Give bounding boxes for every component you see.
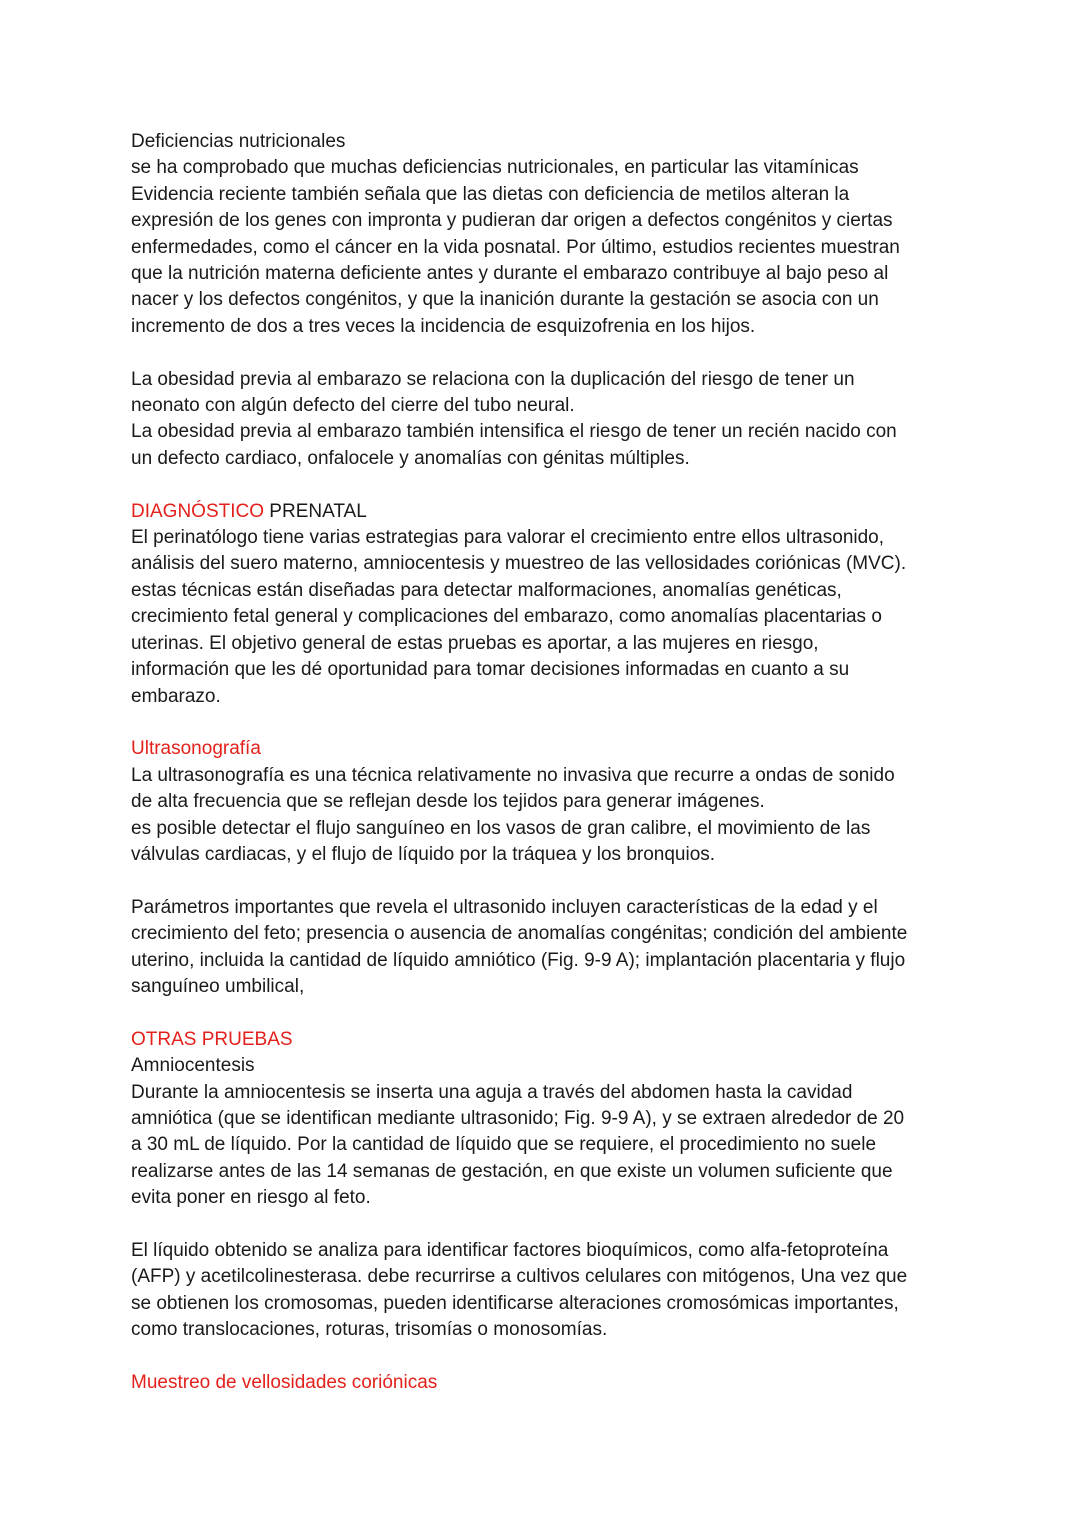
paragraph-line: información que les dé oportunidad para tomar decisiones informadas en cuanto a su xyxy=(131,659,850,681)
paragraph-line: uterinas. El objetivo general de estas pruebas es aportar, a las mujeres en riesgo, xyxy=(131,632,819,654)
paragraph-line: expresión de los genes con impronta y pudieran dar origen a defectos congénitos y ciertas xyxy=(131,210,893,232)
heading-deficiencias-nutricionales: Deficiencias nutricionales xyxy=(131,131,346,152)
document-page xyxy=(131,129,961,1396)
heading-otras-pruebas: OTRAS PRUEBAS xyxy=(131,1028,293,1050)
paragraph-spacer xyxy=(131,1212,961,1238)
paragraph-line: La ultrasonografía es una técnica relativamente no invasiva que recurre a ondas de sonido xyxy=(131,764,895,786)
paragraph-line: incremento de dos a tres veces la incidencia de esquizofrenia en los hijos. xyxy=(131,315,756,337)
paragraph-line: (AFP) y acetilcolinesterasa. debe recurrirse a cultivos celulares con mitógenos, Una vez que xyxy=(131,1266,908,1288)
paragraph-line: estas técnicas están diseñadas para detectar malformaciones, anomalías genéticas, xyxy=(131,579,842,601)
heading-muestreo-vellosidades: Muestreo de vellosidades coriónicas xyxy=(131,1371,438,1393)
paragraph-line: que la nutrición materna deficiente antes y durante el embarazo contribuye al bajo peso al xyxy=(131,263,889,285)
paragraph-line: El perinatólogo tiene varias estrategias para valorar el crecimiento entre ellos ultrasonido, xyxy=(131,527,885,549)
paragraph-line: Durante la amniocentesis se inserta una aguja a través del abdomen hasta la cavidad xyxy=(131,1081,853,1103)
paragraph-line: realizarse antes de las 14 semanas de gestación, en que existe un volumen suficiente que xyxy=(131,1160,893,1182)
paragraph-line: embarazo. xyxy=(131,685,221,707)
heading-diagnostico-red: DIAGNÓSTICO xyxy=(131,500,265,522)
paragraph-line: La obesidad previa al embarazo también intensifica el riesgo de tener un recién nacido con xyxy=(131,421,897,443)
paragraph-line: evita poner en riesgo al feto. xyxy=(131,1187,371,1209)
paragraph-line: nacer y los defectos congénitos, y que la inanición durante la gestación se asocia con un xyxy=(131,289,879,311)
paragraph-spacer xyxy=(131,1000,961,1026)
paragraph-line: crecimiento del feto; presencia o ausencia de anomalías congénitas; condición del ambiente xyxy=(131,923,908,945)
paragraph-line: válvulas cardiacas, y el flujo de líquido por la tráquea y los bronquios. xyxy=(131,843,716,865)
paragraph-line: neonato con algún defecto del cierre del tubo neural. xyxy=(131,395,575,417)
paragraph-line: análisis del suero materno, amniocentesis y muestreo de las vellosidades coriónicas (MVC). xyxy=(131,553,907,575)
paragraph-line: se ha comprobado que muchas deficiencias nutricionales, en particular las vitamínicas xyxy=(131,157,859,179)
paragraph-line: sanguíneo umbilical, xyxy=(131,975,305,997)
paragraph-line: La obesidad previa al embarazo se relaciona con la duplicación del riesgo de tener un xyxy=(131,368,855,390)
paragraph-spacer xyxy=(131,472,961,498)
subheading-amniocentesis: Amniocentesis xyxy=(131,1055,255,1077)
paragraph-spacer xyxy=(131,868,961,894)
paragraph-line: como translocaciones, roturas, trisomías o monosomías. xyxy=(131,1319,608,1341)
paragraph-line: se obtienen los cromosomas, pueden identificarse alteraciones cromosómicas importantes, xyxy=(131,1292,899,1314)
paragraph-line: crecimiento fetal general y complicaciones del embarazo, como anomalías placentarias o xyxy=(131,606,882,628)
paragraph-line: Evidencia reciente también señala que las dietas con deficiencia de metilos alteran la xyxy=(131,183,850,205)
heading-prenatal: PRENATAL xyxy=(264,500,367,522)
paragraph-line: Parámetros importantes que revela el ultrasonido incluyen características de la edad y el xyxy=(131,896,878,918)
paragraph-spacer xyxy=(131,340,961,366)
paragraph-line: uterino, incluida la cantidad de líquido amniótico (Fig. 9-9 A); implantación placentaria y flujo xyxy=(131,949,906,971)
paragraph-line: de alta frecuencia que se reflejan desde los tejidos para generar imágenes. xyxy=(131,791,765,813)
heading-ultrasonografia: Ultrasonografía xyxy=(131,738,261,760)
paragraph-line: El líquido obtenido se analiza para identificar factores bioquímicos, como alfa-fetoproteína xyxy=(131,1239,889,1261)
paragraph-line: es posible detectar el flujo sanguíneo en los vasos de gran calibre, el movimiento de las xyxy=(131,817,871,839)
paragraph-line: enfermedades, como el cáncer en la vida posnatal. Por último, estudios recientes muestran xyxy=(131,236,900,258)
paragraph-spacer xyxy=(131,1344,961,1370)
paragraph-line: un defecto cardiaco, onfalocele y anomalías con génitas múltiples. xyxy=(131,447,690,469)
paragraph-line: a 30 mL de líquido. Por la cantidad de líquido que se requiere, el procedimiento no suele xyxy=(131,1134,877,1156)
paragraph-spacer xyxy=(131,710,961,736)
paragraph-line: amniótica (que se identifican mediante ultrasonido; Fig. 9-9 A), y se extraen alrededor de 20 xyxy=(131,1107,905,1129)
heading-diagnostico-prenatal xyxy=(131,499,961,525)
